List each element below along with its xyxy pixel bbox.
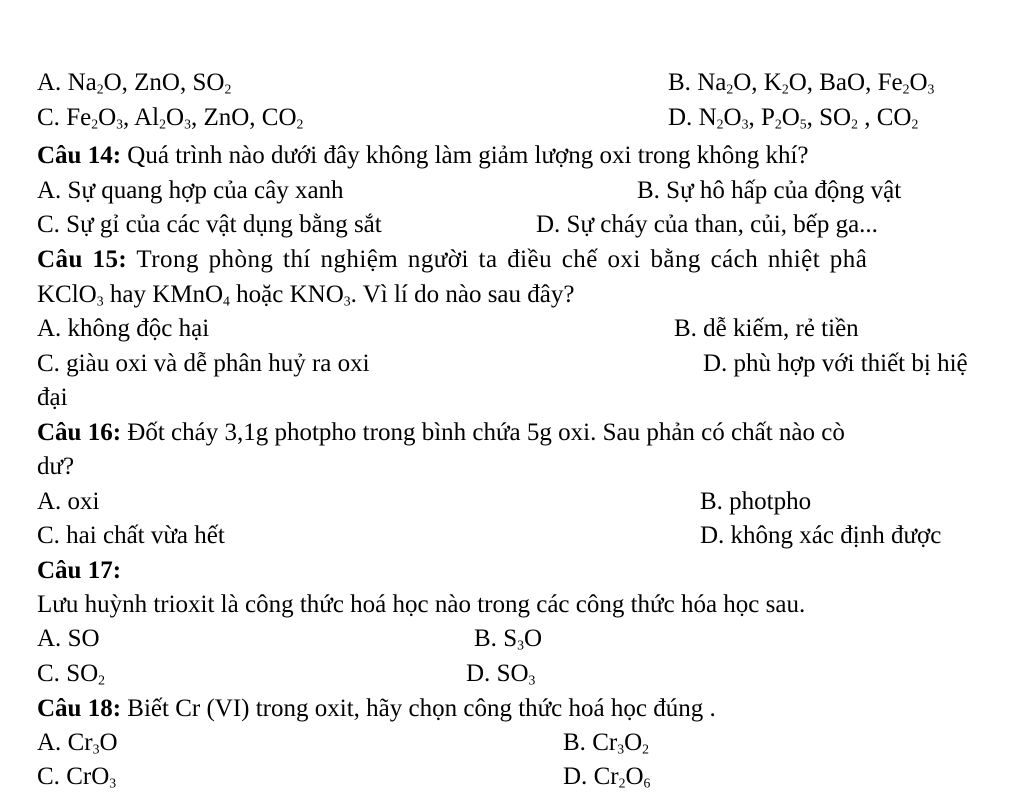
q15-option-c: C. giàu oxi và dễ phân huỷ ra oxi	[37, 350, 370, 377]
question-text: Trong phòng thí nghiệm người ta điều chế oxi bằng cách nhiệt phâ	[127, 246, 868, 273]
q18-option-d	[563, 762, 650, 792]
q17-text: Lưu huỳnh trioxit là công thức hoá học nào trong các công thức hóa học sau.	[37, 591, 806, 618]
option-letter: C.	[37, 660, 60, 687]
formula: $Fe_2O_3$, $Al_2O_3$, ZnO, $CO_2$	[66, 104, 304, 132]
q17-option-a	[37, 624, 100, 654]
question-16	[37, 418, 845, 448]
q16-option-c: C. hai chất vừa hết	[37, 522, 225, 549]
q15-option-d-continued: đại	[37, 384, 68, 411]
q18-option-c	[37, 762, 116, 792]
q15-option-a: A. không độc hại	[37, 315, 210, 342]
question-label: Câu 17:	[37, 557, 122, 584]
option-letter: C.	[37, 763, 60, 790]
q15-option-d: D. phù hợp với thiết bị hiệ	[703, 350, 968, 377]
formula: $Cr_3O$	[67, 729, 118, 757]
option-letter: B.	[474, 625, 497, 652]
q16-option-b: B. photpho	[700, 488, 812, 515]
option-letter: B.	[668, 69, 691, 96]
formula: $SO_2$	[66, 660, 106, 688]
formula: $Na_2O$, ZnO, $SO_2$	[67, 69, 232, 97]
formula: $N_2O_3$, $P_2O_5$, $SO_2$ , $CO_2$	[698, 104, 919, 132]
q15-option-b: B. dễ kiếm, rẻ tiền	[674, 315, 859, 342]
q16-option-d: D. không xác định được	[700, 522, 942, 549]
option-letter: A.	[37, 69, 62, 96]
q14-option-a: A. Sự quang hợp của cây xanh	[37, 177, 344, 204]
option-letter: A.	[37, 625, 62, 652]
question-text: Đốt cháy 3,1g photpho trong bình chứa 5g oxi. Sau phản có chất nào cò	[121, 419, 845, 446]
formula: $Cr_2O_6$	[593, 763, 651, 791]
prev-option-c	[37, 103, 303, 133]
option-letter: D.	[563, 763, 588, 790]
prev-option-a	[37, 68, 231, 98]
q14-option-d: D. Sự cháy của than, củi, bếp ga...	[536, 211, 878, 238]
prev-option-d	[668, 103, 918, 133]
question-label: Câu 14:	[37, 142, 122, 169]
formula: CrO$_3$	[66, 763, 117, 791]
formula: $S_3O$	[503, 625, 543, 653]
q18-option-b	[563, 728, 649, 758]
question-label: Câu 15:	[37, 246, 128, 273]
option-letter: A.	[37, 729, 62, 756]
formula: $SO_3$	[496, 660, 536, 688]
question-17	[37, 556, 121, 586]
option-letter: D.	[668, 104, 693, 131]
formula: $Na_2O$, $K_2O$, BaO, $Fe_2O_3$	[697, 69, 935, 97]
question-label: Câu 16:	[37, 419, 122, 446]
question-text: Quá trình nào dưới đây không làm giảm lượng oxi trong không khí?	[121, 142, 809, 169]
prev-option-b	[668, 68, 934, 98]
q14-option-b: B. Sự hô hấp của động vật	[637, 177, 902, 204]
q16-option-a: A. oxi	[37, 488, 100, 515]
formula: SO	[67, 625, 100, 652]
q18-option-a	[37, 728, 118, 758]
option-letter: C.	[37, 104, 60, 131]
formula: $Cr_3O_2$	[592, 729, 649, 757]
q15-text-line2: KClO$_3$ hay KMnO$_4$ hoặc $KNO_3$. Vì lí do nào sau đây?	[37, 281, 575, 309]
question-text: Biết Cr (VI) trong oxit, hãy chọn công thức hoá học đúng .	[121, 695, 716, 722]
option-letter: D.	[466, 660, 491, 687]
question-15	[37, 245, 867, 275]
question-18	[37, 694, 716, 724]
question-14	[37, 141, 809, 171]
q14-option-c: C. Sự gỉ của các vật dụng bằng sắt	[37, 211, 382, 238]
q17-option-c	[37, 659, 105, 689]
question-label: Câu 18:	[37, 695, 122, 722]
q16-text-continued: dư?	[37, 453, 75, 480]
q17-option-b	[474, 624, 542, 654]
option-letter: B.	[563, 729, 586, 756]
q17-option-d	[466, 659, 535, 689]
